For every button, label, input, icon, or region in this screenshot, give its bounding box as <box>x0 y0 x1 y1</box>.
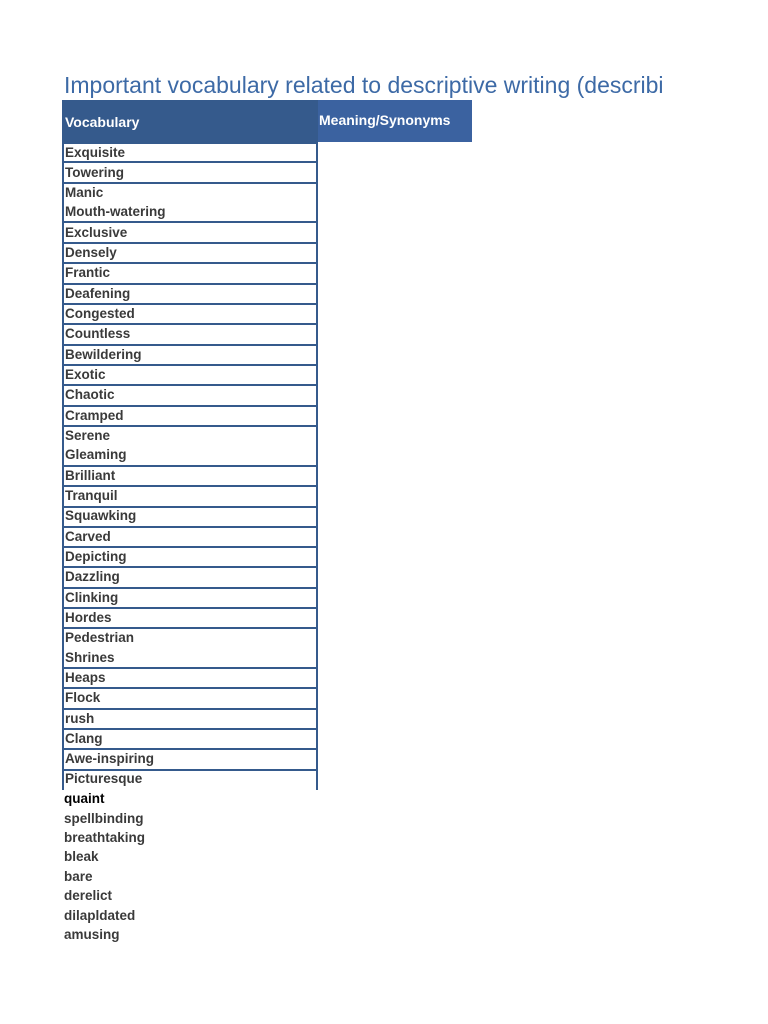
vocabulary-cell: rush <box>65 711 95 726</box>
vocabulary-table-body <box>62 144 318 790</box>
vocabulary-column-header <box>62 100 318 144</box>
vocabulary-cell: Exclusive <box>65 225 128 240</box>
vocabulary-cell: Towering <box>65 165 124 180</box>
vocabulary-cell: Exquisite <box>65 145 126 160</box>
extra-word: derelict <box>64 888 113 903</box>
vocabulary-cell: Pedestrian <box>65 630 135 645</box>
vocabulary-cell: Manic <box>65 185 104 200</box>
vocabulary-cell: Brilliant <box>65 468 116 483</box>
extra-word: bleak <box>64 849 99 864</box>
vocabulary-cell: Serene <box>65 428 111 443</box>
vocabulary-cell: Exotic <box>65 367 106 382</box>
vocabulary-cell: Congested <box>65 306 135 321</box>
vocabulary-cell: Mouth-watering <box>65 204 166 219</box>
vocabulary-cell: Clang <box>65 731 103 746</box>
extra-word: spellbinding <box>64 811 144 826</box>
vocabulary-cell: Countless <box>65 326 131 341</box>
vocabulary-cell: Squawking <box>65 508 137 523</box>
vocabulary-cell: Hordes <box>65 610 112 625</box>
vocabulary-cell: Flock <box>65 690 101 705</box>
vocabulary-cell: Awe-inspiring <box>65 751 155 766</box>
vocabulary-cell: Chaotic <box>65 387 115 402</box>
vocabulary-cell: Bewildering <box>65 347 142 362</box>
vocabulary-cell: Shrines <box>65 650 115 665</box>
vocabulary-cell: Depicting <box>65 549 127 564</box>
vocabulary-cell: Tranquil <box>65 488 118 503</box>
vocabulary-cell: Deafening <box>65 286 131 301</box>
page-title: Important vocabulary related to descriptive writing (describi <box>64 72 664 98</box>
vocabulary-cell: Frantic <box>65 265 111 280</box>
vocabulary-cell: Heaps <box>65 670 106 685</box>
row-divider <box>64 221 316 223</box>
extra-word: bare <box>64 869 93 884</box>
vocabulary-cell: Carved <box>65 529 111 544</box>
vocabulary-cell: Picturesque <box>65 771 143 786</box>
vocabulary-cell: Densely <box>65 245 117 260</box>
vocabulary-cell: Clinking <box>65 590 119 605</box>
meaning-column-header <box>318 100 472 142</box>
vocabulary-cell: Dazzling <box>65 569 120 584</box>
extra-word: amusing <box>64 927 120 942</box>
vocabulary-header-label: Vocabulary <box>65 114 140 130</box>
vocabulary-cell: Cramped <box>65 408 124 423</box>
extra-word: breathtaking <box>64 830 146 845</box>
meaning-header-label: Meaning/Synonyms <box>319 112 451 128</box>
extra-word: dilapldated <box>64 908 136 923</box>
vocabulary-cell: Gleaming <box>65 447 127 462</box>
extra-word: quaint <box>64 791 105 806</box>
